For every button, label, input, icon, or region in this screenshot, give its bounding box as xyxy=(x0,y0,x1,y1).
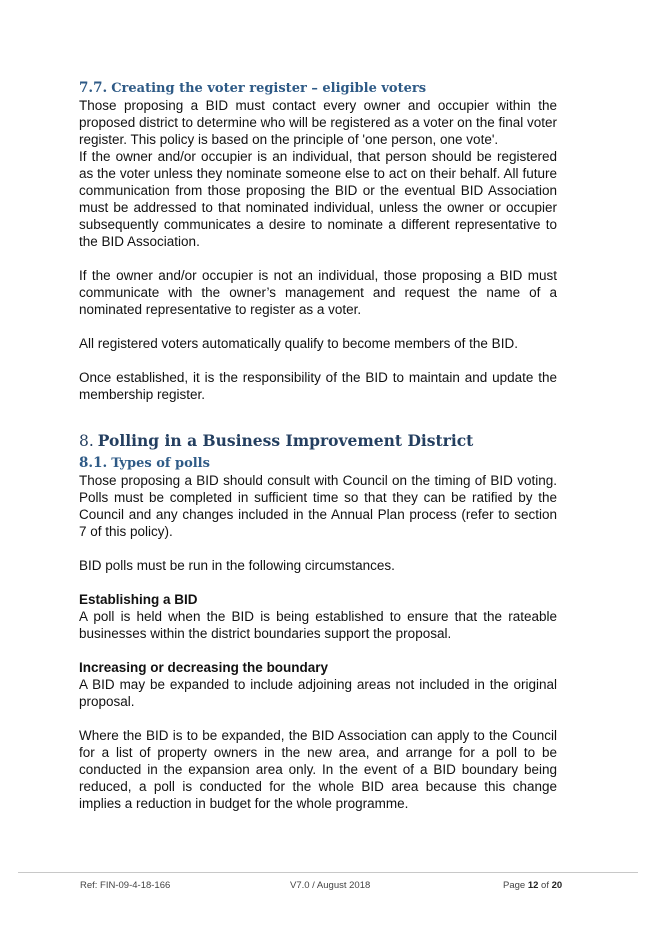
footer-divider xyxy=(18,872,638,873)
section-title: Polling in a Business Improvement District xyxy=(97,431,474,450)
paragraph: All registered voters automatically qualify to become members of the BID. xyxy=(79,336,518,351)
page-of: of xyxy=(541,880,549,891)
footer-page-number xyxy=(503,880,562,891)
footer-ref: Ref: FIN-09-4-18-166 xyxy=(80,880,171,891)
section-title: Creating the voter register – eligible voters xyxy=(111,81,427,96)
paragraph: Where the BID is to be expanded, the BID Association can apply to the Council for a list of property owners in the new area, and arrange for a poll to be conducted in the expansion area only. In the event of a BID boundary being reduced, a poll is conducted for the whole BID area because this change implies a reduction in budget for the whole programme. xyxy=(79,728,557,811)
section-number: 8.1. xyxy=(79,455,108,471)
paragraph: Once established, it is the responsibility of the BID to maintain and update the membership register. xyxy=(79,370,557,402)
paragraph: BID polls must be run in the following circumstances. xyxy=(79,558,395,573)
page-total: 20 xyxy=(551,880,563,891)
subheading-establishing: Establishing a BID xyxy=(79,592,198,607)
subheading-boundary: Increasing or decreasing the boundary xyxy=(79,660,329,675)
paragraph: A poll is held when the BID is being established to ensure that the rateable businesses within the district boundaries support the proposal. xyxy=(79,609,557,641)
paragraph: A BID may be expanded to include adjoining areas not included in the original proposal. xyxy=(79,677,557,709)
section-number: 8. xyxy=(79,432,94,450)
section-title: Types of polls xyxy=(111,456,210,471)
paragraph: Those proposing a BID should consult with Council on the timing of BID voting. Polls must be completed in sufficient time so that they can be ratified by the Council and any changes included in the Annual Plan process (refer to section 7 of this policy). xyxy=(79,473,557,539)
section-number: 7.7. xyxy=(79,80,108,96)
page-prefix: Page xyxy=(503,880,526,891)
section-7-7-heading xyxy=(79,80,557,97)
page-content xyxy=(79,80,557,812)
footer-version: V7.0 / August 2018 xyxy=(290,880,371,891)
paragraph: If the owner and/or occupier is an individual, that person should be registered as the voter unless they nominate someone else to act on their behalf. All future communication from those proposing the BID or the eventual BID Association must be addressed to that nominated individual, unless the owner or occupier subsequently communicates a desire to nominate a different representative to the BID Association. xyxy=(79,149,557,249)
paragraph: If the owner and/or occupier is not an individual, those proposing a BID must communicate with the owner’s management and request the name of a nominated representative to register as a voter. xyxy=(79,268,557,317)
page-current: 12 xyxy=(527,880,539,891)
section-8-heading xyxy=(79,431,557,451)
paragraph: Those proposing a BID must contact every owner and occupier within the proposed district to determine who will be registered as a voter on the final voter register. This policy is based on the principle of 'one person, one vote'. xyxy=(79,98,557,147)
section-8-1-heading xyxy=(79,455,557,472)
